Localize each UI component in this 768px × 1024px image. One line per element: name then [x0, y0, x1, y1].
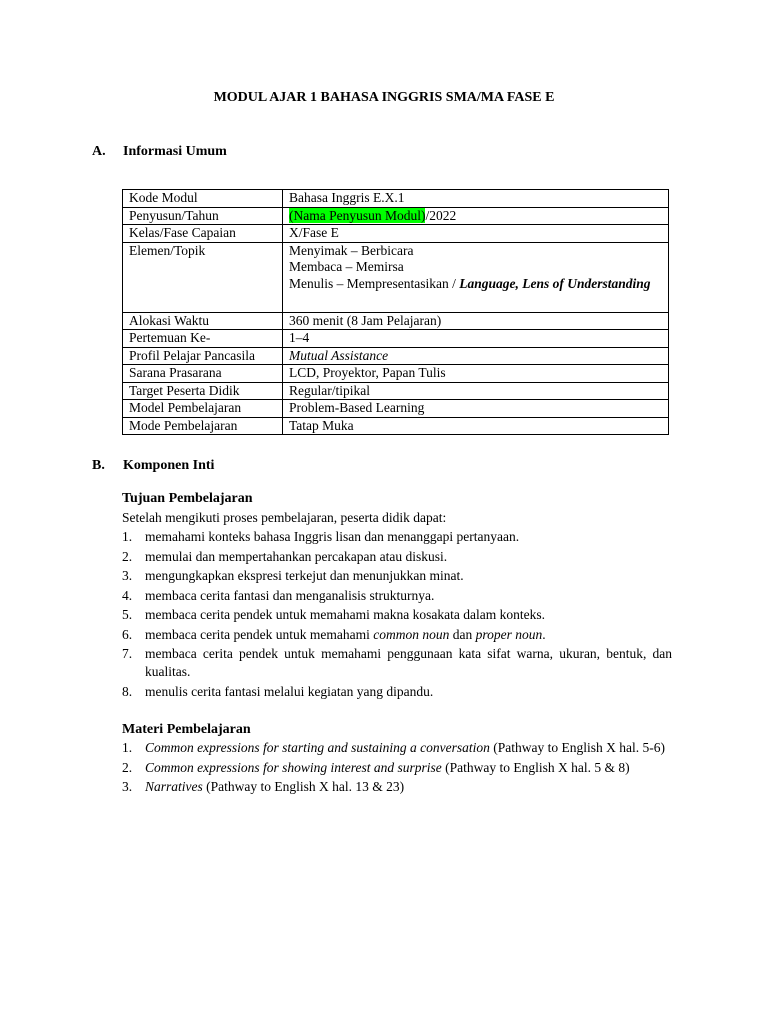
- item-text: .: [542, 626, 546, 642]
- item-emphasis: proper noun: [475, 626, 543, 642]
- table-row: [123, 225, 669, 243]
- list-item: [122, 778, 672, 796]
- item-number: 1.: [122, 529, 133, 544]
- info-table: [122, 189, 669, 435]
- elemen-text: Menulis – Mempresentasikan /: [289, 275, 460, 291]
- item-number: 3.: [122, 568, 133, 583]
- item-number: 3.: [122, 779, 133, 794]
- table-row: [123, 347, 669, 365]
- document-title: MODUL AJAR 1 BAHASA INGGRIS SMA/MA FASE E: [213, 90, 555, 105]
- table-row: [123, 207, 669, 225]
- list-item: [122, 606, 672, 624]
- item-text: memulai dan mempertahankan percakapan atau diskusi.: [145, 548, 448, 564]
- tujuan-list: [122, 528, 672, 702]
- tujuan-heading: Tujuan Pembelajaran: [122, 491, 253, 506]
- row-label: Sarana Prasarana: [123, 365, 283, 383]
- row-value: LCD, Proyektor, Papan Tulis: [283, 365, 669, 383]
- section-b-letter: B.: [92, 458, 105, 473]
- year-text: /2022: [425, 207, 457, 223]
- row-value: Mutual Assistance: [283, 347, 669, 365]
- row-value: 1–4: [283, 330, 669, 348]
- list-item: [122, 739, 672, 757]
- list-item: [122, 759, 672, 777]
- item-emphasis: Common expressions for starting and sustaining a conversation: [145, 740, 490, 755]
- elemen-emphasis: Language, Lens of Understanding: [459, 275, 651, 291]
- elemen-line: Menyimak – Berbicara: [289, 242, 414, 258]
- list-item: [122, 567, 672, 585]
- item-text: (Pathway to English X hal. 5 & 8): [441, 759, 630, 775]
- item-text: (Pathway to English X hal. 5-6): [489, 740, 665, 755]
- list-item: [122, 683, 672, 701]
- item-number: 7.: [122, 646, 133, 661]
- item-number: 8.: [122, 683, 133, 699]
- table-row: [123, 242, 669, 312]
- row-label: Mode Pembelajaran: [123, 417, 283, 435]
- row-label: Target Peserta Didik: [123, 382, 283, 400]
- list-item: [122, 626, 672, 644]
- item-number: 5.: [122, 607, 133, 622]
- row-value: [283, 207, 669, 225]
- item-number: 4.: [122, 587, 133, 603]
- section-b-heading: [92, 457, 214, 475]
- row-label: Profil Pelajar Pancasila: [123, 347, 283, 365]
- row-label: Model Pembelajaran: [123, 400, 283, 418]
- item-text: memahami konteks bahasa Inggris lisan dan menanggapi pertanyaan.: [145, 529, 520, 544]
- item-number: 2.: [122, 759, 133, 775]
- row-value: 360 menit (8 Jam Pelajaran): [283, 312, 669, 330]
- item-text: membaca cerita pendek untuk memahami makna kosakata dalam konteks.: [145, 607, 545, 622]
- item-number: 1.: [122, 740, 133, 755]
- materi-heading: Materi Pembelajaran: [122, 722, 251, 737]
- table-row: [123, 417, 669, 435]
- table-row: [123, 190, 669, 208]
- section-a-heading: [92, 143, 227, 161]
- item-text: menulis cerita fantasi melalui kegiatan yang dipandu.: [145, 683, 434, 699]
- item-text: dan: [449, 626, 476, 642]
- row-value: [283, 242, 669, 312]
- section-a-title: Informasi Umum: [123, 144, 227, 159]
- table-row: [123, 365, 669, 383]
- item-emphasis: Common expressions for showing interest and surprise: [145, 759, 442, 775]
- list-item: [122, 548, 672, 566]
- table-row: [123, 400, 669, 418]
- item-text: mengungkapkan ekspresi terkejut dan menunjukkan minat.: [145, 568, 464, 583]
- table-row: [123, 330, 669, 348]
- row-value: Tatap Muka: [283, 417, 669, 435]
- author-placeholder-highlight: (Nama Penyusun Modul): [289, 207, 426, 223]
- list-item: [122, 645, 672, 681]
- list-item: [122, 587, 672, 605]
- item-text: membaca cerita fantasi dan menganalisis strukturnya.: [145, 587, 435, 603]
- row-value: Regular/tipikal: [283, 382, 669, 400]
- section-a-letter: A.: [92, 144, 106, 159]
- materi-list: [122, 739, 672, 798]
- elemen-line: [289, 276, 664, 293]
- row-label: Penyusun/Tahun: [123, 207, 283, 225]
- row-label: Pertemuan Ke-: [123, 330, 283, 348]
- section-b-title: Komponen Inti: [123, 458, 215, 473]
- elemen-line: Membaca – Memirsa: [289, 259, 404, 274]
- item-text: membaca cerita pendek untuk memahami penggunaan kata sifat warna, ukuran, bentuk, dan kualitas.: [145, 646, 672, 679]
- row-value: X/Fase E: [283, 225, 669, 243]
- row-label: Alokasi Waktu: [123, 312, 283, 330]
- item-emphasis: Narratives: [145, 779, 203, 794]
- row-value: Problem-Based Learning: [283, 400, 669, 418]
- table-row: [123, 312, 669, 330]
- item-text: (Pathway to English X hal. 13 & 23): [202, 779, 405, 794]
- item-number: 2.: [122, 548, 133, 564]
- row-label: Kelas/Fase Capaian: [123, 225, 283, 243]
- tujuan-intro: Setelah mengikuti proses pembelajaran, peserta didik dapat:: [122, 510, 447, 525]
- item-emphasis: common noun: [373, 626, 450, 642]
- list-item: [122, 528, 672, 546]
- row-value: Bahasa Inggris E.X.1: [283, 190, 669, 208]
- table-row: [123, 382, 669, 400]
- row-label: Elemen/Topik: [123, 242, 283, 312]
- item-text: membaca cerita pendek untuk memahami: [145, 626, 374, 642]
- row-label: Kode Modul: [123, 190, 283, 208]
- item-number: 6.: [122, 626, 133, 642]
